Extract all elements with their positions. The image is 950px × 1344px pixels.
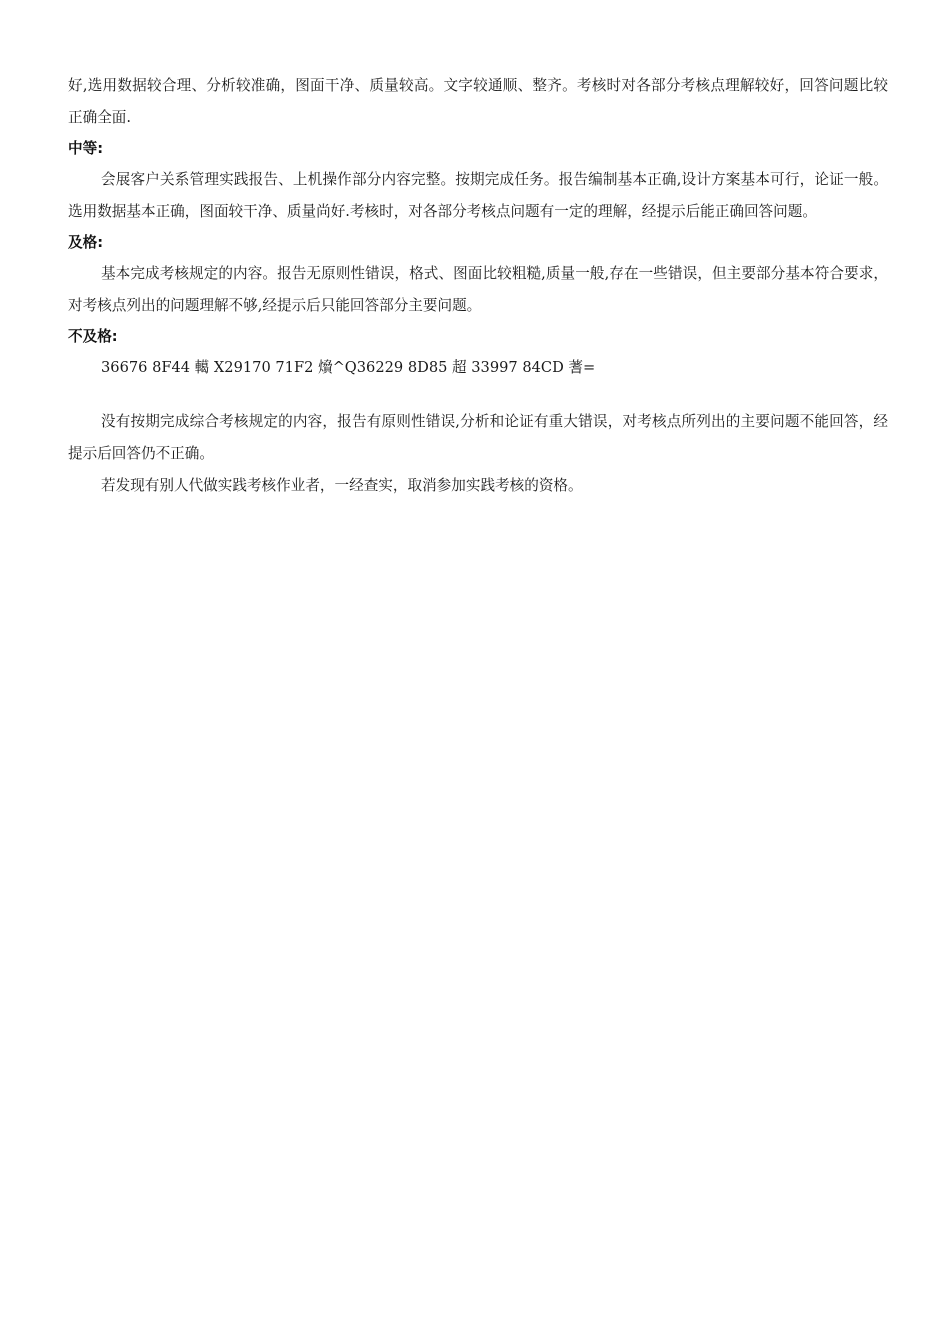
garbled-text-line: 36676 8F44 轕 X29170 71F2 燲^Q36229 8D85 超 33997 84CD 蓍= bbox=[101, 359, 596, 376]
document-page bbox=[68, 70, 888, 502]
closing-note: 若发现有别人代做实践考核作业者，一经查实，取消参加实践考核的资格。 bbox=[101, 477, 583, 494]
section-paragraph-fail: 没有按期完成综合考核规定的内容，报告有原则性错误,分析和论证有重大错误，对考核点所列出的主要问题不能回答，经提示后回答仍不正确。 bbox=[68, 413, 888, 462]
section-paragraph-medium: 会展客户关系管理实践报告、上机操作部分内容完整。按期完成任务。报告编制基本正确,设计方案基本可行，论证一般。选用数据基本正确，图面较干净、质量尚好.考核时，对各部分考核点问题有一定的理解，经提示后能正确回答问题。 bbox=[68, 171, 888, 220]
section-heading-medium: 中等: bbox=[68, 140, 104, 157]
section-heading-fail: 不及格: bbox=[68, 328, 118, 345]
section-heading-pass: 及格: bbox=[68, 234, 104, 251]
intro-paragraph: 好,选用数据较合理、分析较准确，图面干净、质量较高。文字较通顺、整齐。考核时对各部分考核点理解较好，回答问题比较正确全面. bbox=[68, 77, 888, 126]
section-paragraph-pass: 基本完成考核规定的内容。报告无原则性错误，格式、图面比较粗糙,质量一般,存在一些错误，但主要部分基本符合要求，对考核点列出的问题理解不够,经提示后只能回答部分主要问题。 bbox=[68, 265, 888, 314]
